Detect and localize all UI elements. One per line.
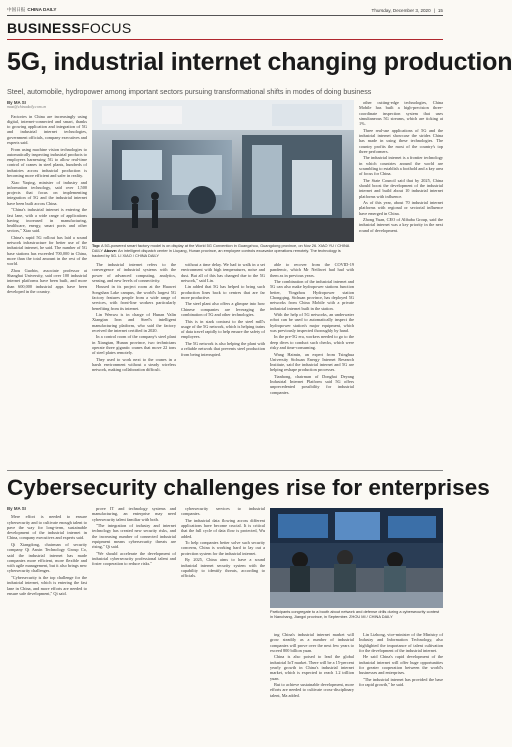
paragraph: The industrial internet refers to the convergence of industrial systems with the power of advanced computing, analytics, sensing, and new levels of connectivity.: [92, 262, 176, 283]
paragraph: This is in stark contrast to the steel mill's usage of the 5G network, which is helping trains of data travel rapidly to help ensure the safety of employees.: [181, 318, 265, 340]
article2-column-2: [92, 506, 176, 742]
page-header: 中国日报 CHINA DAILY Thursday, December 3, 2020 | 15: [7, 7, 443, 13]
article1-subhead: Steel, automobile, hydropower among important sectors pursuing transformational shifts in modes of doing business: [7, 88, 372, 96]
article1-caption: [92, 244, 354, 258]
header-rule: [7, 15, 443, 16]
factory-photo-illustration: [92, 100, 354, 242]
paragraph: With the help of 5G networks, an underwater robot can be used to automatically inspect the hydropower station's major equipment, which was previously inspected thoroughly by hand.: [270, 312, 354, 333]
paragraph: Xiao Yaqing, minister of industry and information technology, said over 1,500 projects that focus on implementing integration of 5G and the industrial internet have been built across China.: [7, 179, 87, 206]
paragraph: without a time delay. We had to walk in a set environment with high temperatures, noise and dust. But all of this has changed due to the 5G network," said Lin.: [181, 262, 265, 283]
article2-headline: Cybersecurity challenges rise for enterprises: [7, 475, 490, 500]
article1-column-5: [359, 100, 443, 464]
paragraph: But to achieve sustainable development, more efforts are needed to cultivate cross-disciplinary talent, Ma added.: [270, 682, 354, 698]
issue-date: Thursday, December 3, 2020: [371, 7, 431, 13]
section-rule: [7, 39, 443, 40]
paragraph: China's rapid 5G rollout has laid a sound network infrastructure for better use of the industrial internet, he said. The number of 5G base stations has exceeded 700,000 in China, more than the total amount in the rest of the world.: [7, 234, 87, 267]
section-title-light: FOCUS: [80, 20, 132, 36]
masthead-logo: [7, 7, 56, 13]
paragraph: other cutting-edge technologies, China Mobile has built a high-precision three-coordinate inspection system that uses simultaneous 5G streams, which are ticking at 1%.: [359, 100, 443, 127]
paragraph: Zhou Guobin, associate professor at Shanghai University, said over 100 industrial internet platforms have been built, and more than 600,000 industrial apps have been developed in the country.: [7, 267, 87, 295]
paragraph: able to recover from the COVID-19 pandemic, which Mr Neiliwei had had with them as in previous years.: [270, 262, 354, 278]
caption-top-text: A 5G-powered smart factory model is on display at the World 5G Convention in Guangzhou, Guangdong province, on Nov 26.: [100, 243, 318, 248]
paragraph: To help companies better solve such security concerns, China is working hard to lay out a protection system for the industrial internet.: [181, 540, 265, 556]
article2-photo: [270, 508, 443, 608]
paragraph: "China's industrial internet is entering the fast lane, with a wide range of applications having increased in manufacturing, healthcare, energy, smart ports and other sectors," Xiao said.: [7, 207, 87, 234]
paragraph: Housed in its project room at the Huawei Songshan Lake campus, the world's largest 5G factory features people from a wide range of services, with front-line workers particularly benefiting from its internet.: [92, 284, 176, 311]
paragraph: As of this year, about 70 industrial internet platforms with regional or sectorial influence have emerged in China.: [359, 200, 443, 216]
paragraph: The 5G network is also helping the plant with a reliable network that prevents steel production from being interrupted.: [181, 340, 265, 357]
paragraph: The State Council said that by 2025, China should boost the development of the industrial internet and build about 10 industrial internet platforms with influence.: [359, 177, 443, 199]
article2-column-5: [359, 632, 443, 742]
paragraph: They used to work next to the cranes in a harsh environment without a steady wireless network, making collaboration difficult.: [92, 356, 176, 373]
paragraph: From using machine vision technologies to automatically inspecting industrial products to employees harnessing 5G to allow real-time control of cranes in steel plants, hundreds of industries across industrial production is becoming more efficient and safer in reality.: [7, 146, 87, 179]
paragraph: Three real-use applications of 5G and the industrial internet showcase the strides China has made in using these technologies. The country profits the most of the country's top three performers.: [359, 127, 443, 154]
paragraph: The steel plant also offers a glimpse into how Chinese companies are leveraging the combination of 5G and other technologies.: [181, 301, 265, 318]
article2-byline: By MA SI: [7, 506, 26, 511]
article2-column-1: [7, 506, 87, 742]
paragraph: Mere effort is needed to ensure cybersecurity and to cultivate enough talent to pave the way for long-term, sustainable development of the industrial internet in China, company executives and experts said.: [7, 514, 87, 541]
paragraph: Wang Haimin, an expert from Tsinghua University Sichuan Energy Internet Research Institute, said the industrial internet and 5G are helping reshape production processes.: [270, 351, 354, 373]
article2-column-4: [270, 632, 354, 742]
paragraph: China is also poised to lead the global industrial IoT market. There will be a 15-percent yearly growth in China's industrial internet market, which is expected to reach 1.2 trillion yuan.: [270, 654, 354, 681]
article2-column-3: [181, 506, 265, 742]
masthead-chinese: 中国日报: [7, 7, 26, 12]
paragraph: The industrial internet is a frontier technology in which countries around the world are scrambling to establish a foothold and a key area of focus for China.: [359, 155, 444, 177]
paragraph: ing China's industrial internet market will grow steadily as a number of industrial companies will prove over the next few years to exceed 800 billion yuan.: [270, 632, 354, 653]
paragraph: Lin added that 5G has helped to bring such production lines back to centres that are far more productive.: [181, 284, 265, 300]
paragraph: Factories in China are increasingly using digital, internet-connected and smart, thanks to growing application and integration of 5G and industrial internet technologies, government officials, company executives and experts said.: [7, 113, 87, 146]
caption-label-top: Top:: [92, 243, 101, 248]
paragraph: Lin Wenwu is in charge of Hunan Valin Xiangtan Iron and Steel's intelligent manufacturing platform, who said the factory received the internet certified in 2020.: [92, 312, 176, 333]
article1-headline: 5G, industrial internet changing production: [7, 48, 512, 76]
paragraph: The industrial data flowing across different applications have become crucial. It is critical that the full cycle of data flow is protected, Wu added.: [181, 517, 265, 539]
caption-text: Participants congregate to a booth about network and defense drills during a cybersecurity contest in Nanchang, Jiangxi province, in September.: [270, 609, 440, 619]
masthead-english: CHINA DAILY: [27, 7, 57, 12]
paragraph: In a control room of the company's steel plant in Xiangtan, Hunan province, two technicians operate three gigantic cranes that move 22 tons of steel plates remotely.: [92, 334, 176, 356]
paragraph: "The industrial internet has provided the base for rapid growth," he said.: [359, 676, 443, 688]
paragraph: By 2025, China aims to have a sound industrial internet security system with the capability to identify threats, according to officials.: [181, 557, 265, 579]
paragraph: He said China's rapid development of the industrial internet will offer huge opportunities for greater cooperation between the world's businesses and enterprises.: [359, 654, 443, 676]
paragraph: "Cybersecurity is the top challenge for the industrial internet, which is entering the fast lane in China, and more efforts are needed to ensure safe development," Qi said.: [7, 574, 87, 596]
caption-above-credit: The technology is backed by 5G. LI XIAO / CHINA DAILY: [92, 247, 341, 258]
paragraph: cybersecurity services to industrial companies.: [181, 506, 265, 517]
section-title-bold: BUSINESS: [7, 20, 81, 36]
contest-photo-illustration: [270, 508, 443, 608]
caption-above-text: An intelligent dispatch center in Liuyang, Hunan province, an employee controls excavator operations remotely.: [117, 247, 310, 253]
paragraph: "The integration of industry and internet technology has created new security risks, and the increasing number of connected industrial equipment means cybersecurity threats are rising," Qi said.: [92, 523, 176, 550]
article1-byline: By MA SI: [7, 100, 26, 105]
article1-column-3: [181, 262, 265, 464]
paragraph: "We should accelerate the development of industrial cybersecurity professional talent and foster cooperation to reduce risks.": [92, 550, 176, 567]
caption-top-credit: XIAO YU / CHINA DAILY: [92, 243, 350, 253]
article1-column-2: [92, 262, 176, 464]
article1-photo: [92, 100, 354, 242]
article2-caption: [270, 610, 443, 620]
section-title: [7, 20, 131, 36]
article-divider: [7, 470, 443, 471]
caption-credit: ZHOU MI / CHINA DAILY: [348, 613, 393, 619]
paragraph: The combination of the industrial internet and 5G can also make hydropower stations function better, Yingzhou Hydropower station Chongqing, Sichuan province, has deployed 5G networks from China Mobile with a private industrial internet built in the station.: [270, 279, 354, 311]
caption-label-above: Above:: [103, 247, 118, 253]
paragraph: Lin Lizhong, vice-minister of the Ministry of Industry and Information Technology, also highlighted the importance of talent cultivation for the development of the industrial internet.: [359, 632, 443, 653]
paragraph: In the pre-5G era, workers needed to go to the deep dives to conduct such checks, which were risky and time-consuming.: [270, 334, 354, 351]
paragraph: Zhong Yuan, CEO of Alibaba Group, said the industrial internet was a key priority in the next round of development.: [359, 217, 443, 233]
paragraph: Qi Xiangdong, chairman of security company Qi Anxin Technology Group Co, said the industrial internet has made companies more efficient, more flexible and with agile management, but it also brings new cybersecurity challenges.: [7, 541, 87, 574]
article1-email: masi@chinadaily.com.cn: [7, 105, 47, 110]
article1-column-1: [7, 100, 87, 464]
page-number: 15: [437, 7, 443, 13]
paragraph: Tianhong, chairman of Donghai Deyang Industrial Internet Platform said 5G offers unprecedented possibility for industrial companies.: [270, 373, 354, 395]
article1-column-4: [270, 262, 354, 464]
paragraph: prove IT and technology systems and manufacturing, an enterprise may need cybersecurity talent familiar with both.: [92, 506, 176, 522]
